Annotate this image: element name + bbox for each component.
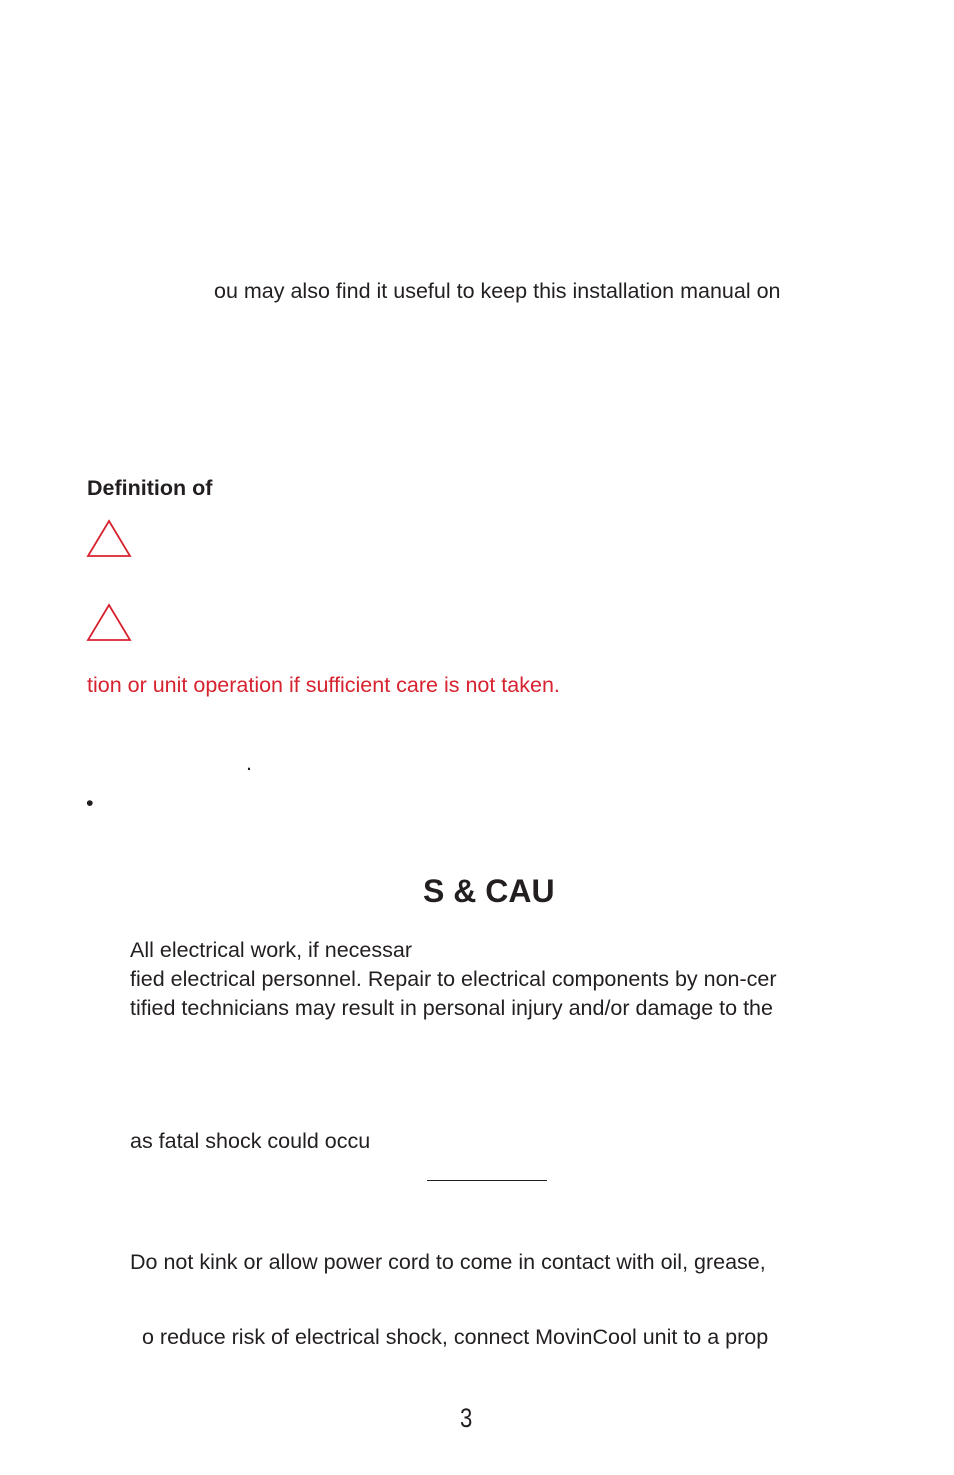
period-mark: . [246, 751, 252, 775]
warning-item-4-line-1: o reduce risk of electrical shock, connect MovinCool unit to a prop [142, 1325, 769, 1349]
warning-item-1-line-3: tified technicians may result in personal injury and/or damage to the [130, 996, 773, 1020]
definitions-heading: Definition of [87, 476, 213, 500]
warning-triangle-icon [86, 519, 132, 559]
bullet-mark: • [86, 791, 94, 815]
separator-rule [427, 1180, 547, 1181]
intro-line: ou may also find it useful to keep this installation manual on [214, 279, 781, 303]
warning-item-3-line-1: Do not kink or allow power cord to come in contact with oil, grease, [130, 1250, 766, 1274]
warning-item-1-line-1: All electrical work, if necessar [130, 938, 412, 962]
warnings-cautions-heading: S & CAU [423, 873, 555, 909]
warning-item-1-line-2: fied electrical personnel. Repair to electrical components by non-cer [130, 967, 777, 991]
page-number: 3 [460, 1403, 473, 1433]
caution-triangle-icon [86, 603, 132, 643]
warning-item-2-line-1: as fatal shock could occu [130, 1129, 371, 1153]
caution-definition-text: tion or unit operation if sufficient care is not taken. [87, 673, 560, 697]
